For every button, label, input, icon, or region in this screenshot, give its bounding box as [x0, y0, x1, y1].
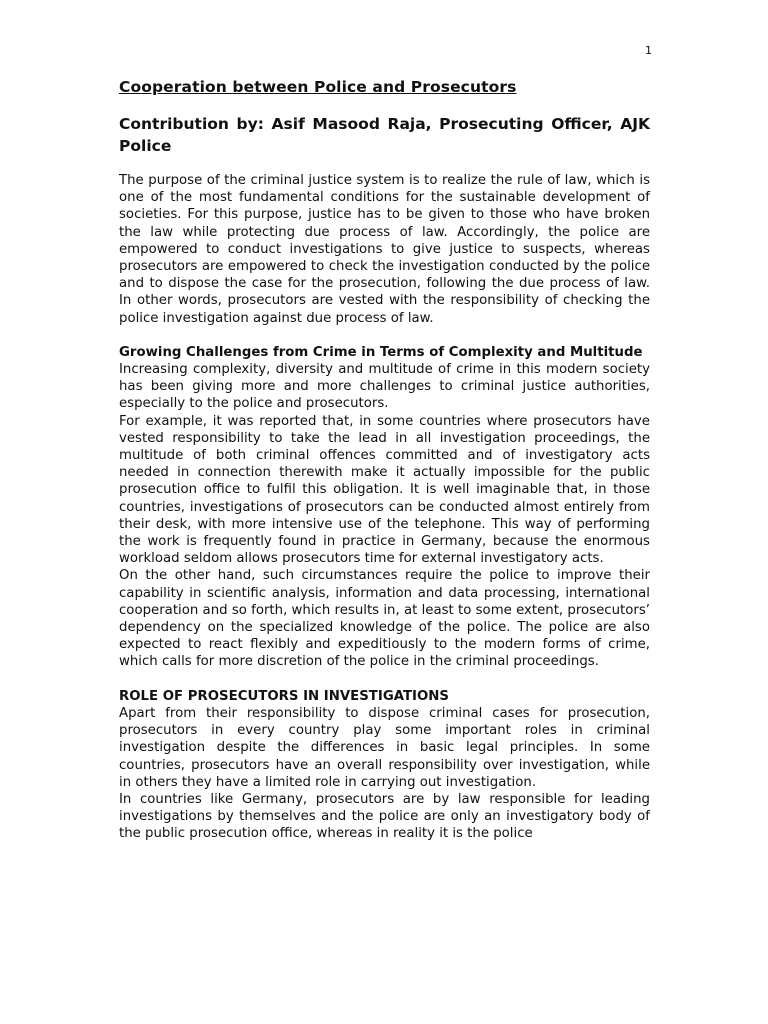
section-paragraph: In countries like Germany, prosecutors are by law responsible for leading investigations by themselves and the police are only an investigatory body of the public prosecution office, whereas in reality it is the police	[119, 791, 650, 842]
section-heading: Growing Challenges from Crime in Terms of Complexity and Multitude	[119, 344, 643, 360]
document-title: Cooperation between Police and Prosecutors	[119, 78, 517, 96]
document-body	[119, 76, 650, 843]
section-heading: ROLE OF PROSECUTORS IN INVESTIGATIONS	[119, 688, 450, 704]
section-paragraph: Increasing complexity, diversity and multitude of crime in this modern society has been giving more and more challenges to criminal justice authorities, especially to the police and prosecutors.	[119, 362, 650, 412]
section-growing-challenges	[119, 344, 650, 671]
page-number: 1	[645, 44, 652, 57]
document-byline: Contribution by: Asif Masood Raja, Prosecuting Officer, AJK Police	[119, 115, 650, 155]
section-role-of-prosecutors	[119, 688, 650, 843]
section-paragraph: On the other hand, such circumstances require the police to improve their capability in scientific analysis, information and data processing, international cooperation and so forth, which results in, at least to some extent, prosecutors’ dependency on the specialized knowledge of the police. The police are also expected to react flexibly and expeditiously to the modern forms of crime, which calls for more discretion of the police in the criminal proceedings.	[119, 568, 650, 670]
section-paragraph: Apart from their responsibility to dispose criminal cases for prosecution, prosecutors in every country play some important roles in criminal investigation despite the differences in basic legal principles. In some countries, prosecutors have an overall responsibility over investigation, while in others they have a limited role in carrying out investigation.	[119, 705, 650, 790]
intro-paragraph: The purpose of the criminal justice system is to realize the rule of law, which is one of the most fundamental conditions for the sustainable development of societies. For this purpose, justice has to be given to those who have broken the law while protecting due process of law. Accordingly, the police are empowered to conduct investigations to give justice to suspects, whereas prosecutors are empowered to check the investigation conducted by the police and to dispose the case for the prosecution, following the due process of law. In other words, prosecutors are vested with the responsibility of checking the police investigation against due process of law.	[119, 173, 650, 326]
section-paragraph: For example, it was reported that, in some countries where prosecutors have vested responsibility to take the lead in all investigation proceedings, the multitude of both criminal offences committed and of investigatory acts needed in connection therewith make it actually impossible for the public prosecution office to fulfil this obligation. It is well imaginable that, in those countries, investigations of prosecutors can be conducted almost entirely from their desk, with more intensive use of the telephone. This way of performing the work is frequently found in practice in Germany, because the enormous workload seldom allows prosecutors time for external investigatory acts.	[119, 413, 650, 567]
